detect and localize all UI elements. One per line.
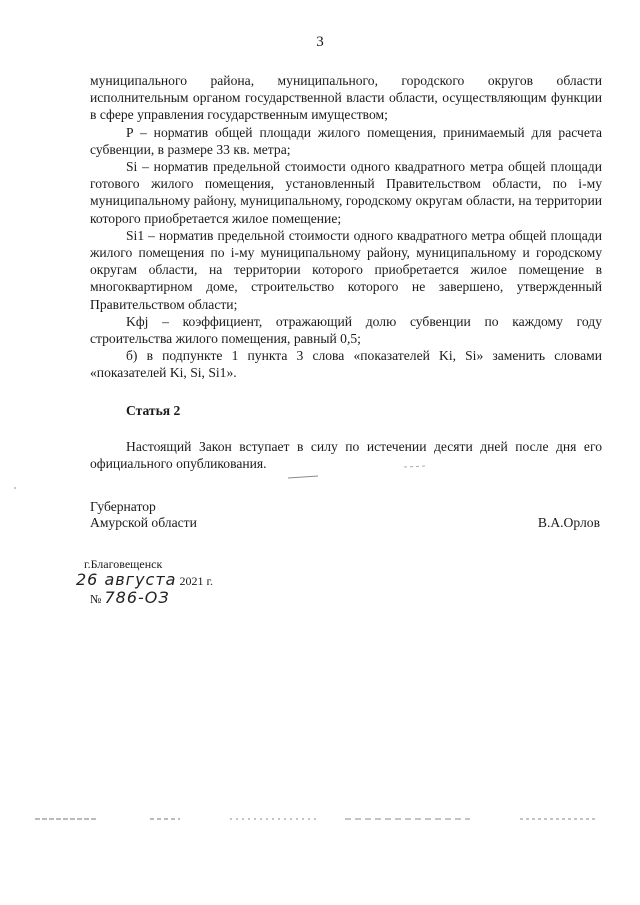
handwritten-number: 786-ОЗ xyxy=(104,588,170,607)
scan-mark xyxy=(288,476,318,478)
paragraph-si1-definition: Si1 – норматив предельной стоимости одного квадратного метра общей площади жилого помещения по i-му муниципальному району, муниципальному и городскому округам области, на территории которого приобретается жилое помещение в многоквартирном доме, строительство которого не завершено, утвержденный Правительством области; xyxy=(90,227,602,312)
article-heading: Статья 2 xyxy=(126,403,181,418)
paragraph-p-definition: P – норматив общей площади жилого помещения, принимаемый для расчета субвенции, в размере 33 кв. метра; xyxy=(90,124,602,157)
paragraph-kfj-definition: Kфj – коэффициент, отражающий долю субвенции по каждому году строительства жилого помещения, равный 0,5; xyxy=(90,313,602,347)
paragraph-amendment-b: б) в подпункте 1 пункта 3 слова «показателей Ki, Si» заменить словами «показателей Ki, Si, Si1». xyxy=(90,348,602,381)
signatory-title-line2: Амурской области xyxy=(90,515,197,530)
article-text: Настоящий Закон вступает в силу по истечении десяти дней после дня его официального опубликования. xyxy=(90,439,602,472)
page-number: 3 xyxy=(316,34,324,50)
paragraph-continuation: муниципального района, муниципального, городского округов области исполнительным органом государственной власти области, осуществляющим функции в сфере управления государственным имуществом; xyxy=(90,73,602,123)
paragraph-si-definition: Si – норматив предельной стоимости одного квадратного метра общей площади готового жилого помещения, установленный Правительством области, по i-му муниципальному району, муниципальному, городскому округам области, на территории которого приобретается жилое помещение; xyxy=(90,159,602,226)
scan-mark xyxy=(404,466,426,467)
signatory-name: В.А.Орлов xyxy=(537,515,600,530)
signing-year: 2021 г. xyxy=(179,574,214,588)
signing-place: г.Благовещенск xyxy=(84,557,163,571)
signatory-title-line1: Губернатор xyxy=(90,499,156,514)
number-sign: № xyxy=(90,592,102,606)
handwritten-date: 26 августа xyxy=(76,570,177,589)
